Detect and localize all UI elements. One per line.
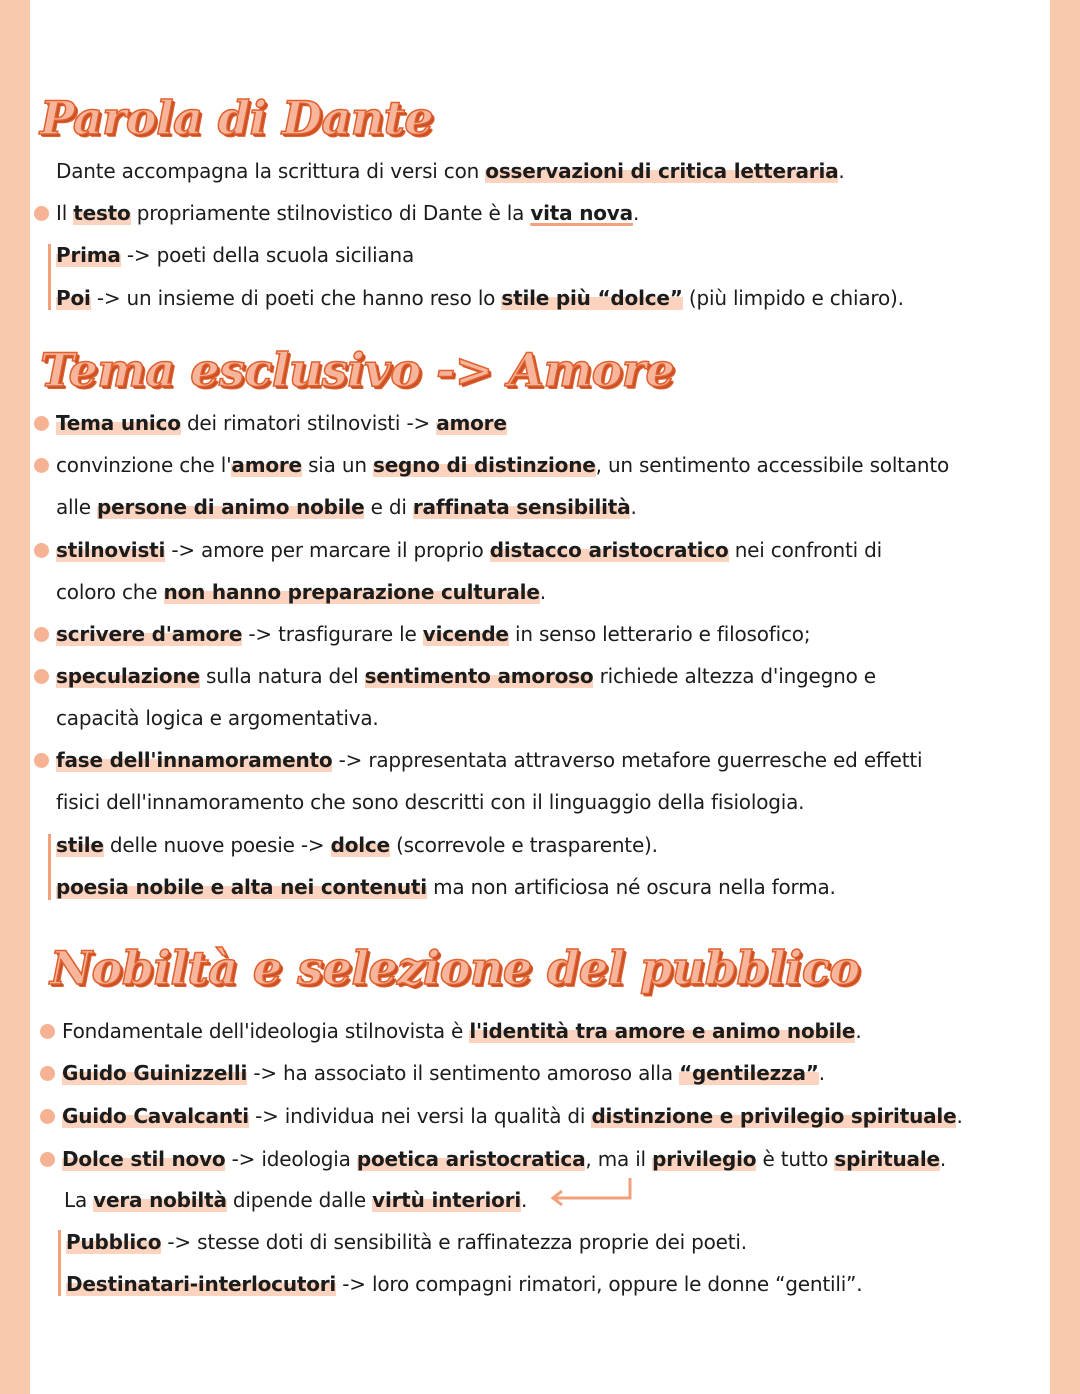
highlighted-text: poesia nobile e alta nei contenuti — [56, 875, 427, 899]
highlighted-text: segno di distinzione — [372, 453, 596, 477]
note-line — [56, 704, 379, 732]
note-text: e di — [364, 495, 413, 519]
highlighted-text: distinzione e privilegio spirituale — [591, 1104, 957, 1128]
note-text: -> trasfigurare le — [242, 622, 423, 646]
bullet-dot — [40, 1024, 55, 1039]
note-text: alle — [56, 495, 98, 519]
note-text: . — [632, 201, 640, 225]
underlined-text: vita nova — [530, 201, 633, 225]
note-text: sia un — [301, 453, 373, 477]
note-text: . — [956, 1104, 963, 1128]
highlighted-text: raffinata sensibilità — [412, 495, 631, 519]
note-line — [56, 578, 546, 606]
highlighted-text: non hanno preparazione culturale — [163, 580, 540, 604]
bullet-dot — [40, 1109, 55, 1124]
highlighted-text: l'identità tra amore e animo nobile — [469, 1019, 856, 1043]
side-bar — [58, 1230, 61, 1296]
note-text: fisici dell'innamoramento che sono descritti con il linguaggio della fisiologia. — [56, 790, 805, 814]
highlighted-text: privilegio — [652, 1147, 757, 1171]
note-text: propriamente stilnovistico di Dante è la — [130, 201, 531, 225]
note-text: -> poeti della scuola siciliana — [120, 243, 415, 267]
note-line — [34, 199, 639, 227]
heading-nobilta-pubblico: Nobiltà e selezione del pubblico — [50, 941, 860, 995]
bullet-dot — [34, 669, 49, 684]
highlighted-text: osservazioni di critica letteraria — [485, 159, 839, 183]
note-text: in senso letterario e filosofico; — [508, 622, 811, 646]
note-text: . — [521, 1188, 528, 1212]
note-line — [34, 409, 507, 437]
bullet-dot — [34, 416, 49, 431]
note-text: -> stesse doti di sensibilità e raffinatezza proprie dei poeti. — [161, 1230, 747, 1254]
highlighted-text: Poi — [56, 286, 91, 310]
note-text: , un sentimento accessibile soltanto — [595, 453, 950, 477]
highlighted-text: Guido Guinizzelli — [62, 1061, 248, 1085]
note-text: Fondamentale dell'ideologia stilnovista è — [62, 1019, 470, 1043]
note-line — [56, 157, 845, 185]
highlighted-text: Destinatari-interlocutori — [66, 1272, 337, 1296]
note-line — [34, 451, 949, 479]
bullet-dot — [34, 458, 49, 473]
back-arrow-icon — [548, 1176, 638, 1206]
note-text: -> individua nei versi la qualità di — [248, 1104, 592, 1128]
side-bar — [48, 244, 51, 310]
note-text: (scorrevole e trasparente). — [389, 833, 658, 857]
note-line — [56, 241, 414, 269]
note-text: dipende dalle — [226, 1188, 373, 1212]
highlighted-text: stile — [56, 833, 104, 857]
note-line — [34, 536, 882, 564]
note-text: sulla natura del — [199, 664, 365, 688]
highlighted-text: Prima — [56, 243, 121, 267]
highlighted-text: amore — [231, 453, 302, 477]
bullet-dot — [34, 206, 49, 221]
note-text: (più limpido e chiaro). — [682, 286, 904, 310]
note-line — [40, 1017, 861, 1045]
note-text: convinzione che l' — [56, 453, 232, 477]
bullet-dot — [40, 1152, 55, 1167]
note-line — [56, 493, 637, 521]
highlighted-text: scrivere d'amore — [56, 622, 243, 646]
note-text: nei confronti di — [728, 538, 883, 562]
note-line — [40, 1059, 825, 1087]
note-text: . — [539, 580, 546, 604]
note-text: ma non artificiosa né oscura nella forma. — [426, 875, 836, 899]
highlighted-text: dolce — [330, 833, 390, 857]
page-frame-right — [1050, 0, 1080, 1394]
note-text: . — [939, 1147, 947, 1171]
note-line — [40, 1145, 946, 1173]
highlighted-text: distacco aristocratico — [489, 538, 729, 562]
note-line — [56, 788, 804, 816]
bullet-dot — [34, 753, 49, 768]
highlighted-text: stilnovisti — [56, 538, 166, 562]
note-text: -> ha associato il sentimento amoroso alla — [247, 1061, 680, 1085]
note-text: -> un insieme di poeti che hanno reso lo — [90, 286, 502, 310]
side-bar — [48, 834, 51, 900]
note-text: capacità logica e argomentativa. — [56, 706, 379, 730]
note-text: delle nuove poesie -> — [103, 833, 331, 857]
highlighted-text: poetica aristocratica — [356, 1147, 586, 1171]
note-line — [34, 620, 810, 648]
note-text: . — [630, 495, 637, 519]
highlighted-text: persone di animo nobile — [97, 495, 365, 519]
note-text: La — [64, 1188, 94, 1212]
note-text: coloro che — [56, 580, 164, 604]
note-text: richiede altezza d'ingegno e — [593, 664, 876, 688]
highlighted-text: amore — [436, 411, 507, 435]
note-line — [34, 746, 922, 774]
note-text: , ma il — [585, 1147, 653, 1171]
highlighted-text: sentimento amoroso — [364, 664, 594, 688]
note-text: . — [818, 1061, 825, 1085]
note-line — [56, 873, 836, 901]
note-text: -> amore per marcare il proprio — [165, 538, 490, 562]
bullet-dot — [34, 543, 49, 558]
note-text: dei rimatori stilnovisti -> — [180, 411, 437, 435]
highlighted-text: fase dell'innamoramento — [56, 748, 333, 772]
note-line — [66, 1228, 747, 1256]
note-text: Il — [56, 201, 74, 225]
bullet-dot — [40, 1066, 55, 1081]
heading-tema-esclusivo: Tema esclusivo -> Amore — [40, 343, 675, 397]
note-text: . — [855, 1019, 862, 1043]
note-line — [40, 1102, 963, 1130]
page-frame-left — [0, 0, 30, 1394]
note-line — [56, 831, 658, 859]
note-text: . — [838, 159, 845, 183]
note-text: Dante accompagna la scrittura di versi con — [56, 159, 486, 183]
note-line — [64, 1186, 527, 1214]
highlighted-text: virtù interiori — [372, 1188, 522, 1212]
bullet-dot — [34, 627, 49, 642]
highlighted-text: spirituale — [834, 1147, 940, 1171]
note-text: -> loro compagni rimatori, oppure le donne “gentili”. — [336, 1272, 863, 1296]
note-line — [34, 662, 876, 690]
highlighted-text: Pubblico — [66, 1230, 162, 1254]
note-line — [66, 1270, 862, 1298]
highlighted-text: vera nobiltà — [93, 1188, 227, 1212]
heading-parola-di-dante: Parola di Dante — [40, 91, 434, 145]
highlighted-text: speculazione — [56, 664, 200, 688]
highlighted-text: Tema unico — [56, 411, 181, 435]
note-text: è tutto — [756, 1147, 835, 1171]
note-text: -> ideologia — [225, 1147, 357, 1171]
highlighted-text: “gentilezza” — [679, 1061, 819, 1085]
highlighted-text: Dolce stil novo — [62, 1147, 226, 1171]
highlighted-text: Guido Cavalcanti — [62, 1104, 249, 1128]
note-line — [56, 284, 904, 312]
highlighted-text: testo — [73, 201, 131, 225]
highlighted-text: stile più “dolce” — [501, 286, 683, 310]
note-text: -> rappresentata attraverso metafore guerresche ed effetti — [332, 748, 923, 772]
highlighted-text: vicende — [422, 622, 509, 646]
